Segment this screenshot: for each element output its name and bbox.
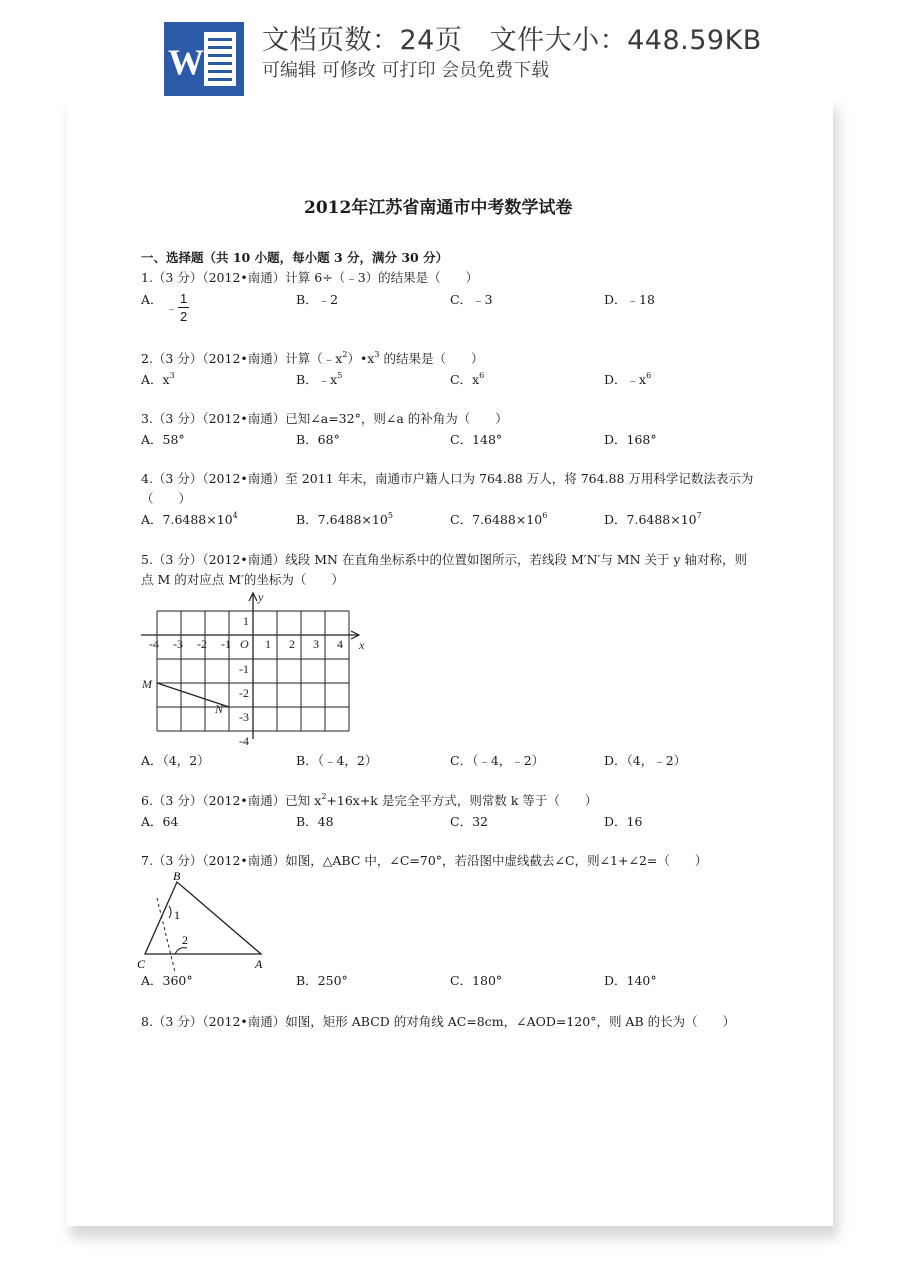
document-features: 可编辑 可修改 可打印 会员免费下载 xyxy=(262,60,550,81)
y-tick-label: -1 xyxy=(239,662,249,676)
stem-part: 的结果是（ ） xyxy=(379,351,484,366)
q2-option-a xyxy=(141,372,175,388)
svg-text:W: W xyxy=(168,42,204,82)
q7-option-a: A．360° xyxy=(141,973,193,988)
q6-option-b: B．48 xyxy=(296,814,334,829)
vertex-c-label: C xyxy=(137,957,146,971)
q6-option-a: A．64 xyxy=(141,814,179,829)
q5-option-b: B．（﹣4，2） xyxy=(296,753,378,768)
question-3-stem: 3.（3 分）（2012•南通）已知∠a=32°，则∠a 的补角为（ ） xyxy=(141,411,508,426)
document-stats: 文档页数：24页 文件大小：448.59KB xyxy=(262,25,762,56)
angle-1-label: 1 xyxy=(174,908,180,922)
point-n-label: N xyxy=(215,702,224,716)
cut-line xyxy=(157,898,175,972)
question-4-stem-continued: （ ） xyxy=(141,491,192,506)
question-4-stem: 4.（3 分）（2012•南通）至 2011 年末，南通市户籍人口为 764.88 万人，将 764.88 万用科学记数法表示为 xyxy=(141,471,754,486)
stem-part: +16x+k 是完全平方式，则常数 k 等于（ ） xyxy=(326,793,598,808)
x-tick-label: -2 xyxy=(197,637,207,651)
option-text: B．7.6488×10 xyxy=(296,512,388,527)
q1-option-a-label: A． xyxy=(141,292,163,307)
question-5-stem-continued: 点 M 的对应点 M′的坐标为（ ） xyxy=(141,572,344,587)
exponent: 3 xyxy=(169,371,175,380)
question-2-stem xyxy=(141,351,483,367)
x-axis-label: x xyxy=(359,638,365,652)
y-axis-label: y xyxy=(258,591,264,604)
vertex-a-label: A xyxy=(255,957,263,971)
q7-option-c: C．180° xyxy=(450,973,503,988)
x-tick-label: 3 xyxy=(313,637,319,651)
exponent: 6 xyxy=(479,371,485,380)
stem-part: 6.（3 分）（2012•南通）已知 x xyxy=(141,793,322,808)
triangle-abc xyxy=(145,882,261,954)
question-6-stem xyxy=(141,793,597,809)
question-5-stem: 5.（3 分）（2012•南通）线段 MN 在直角坐标系中的位置如图所示，若线段 M′N′与 MN 关于 y 轴对称，则 xyxy=(141,552,748,567)
exponent: 5 xyxy=(387,511,393,520)
fraction-numerator: 1 xyxy=(180,291,188,306)
q1-option-b: B．﹣2 xyxy=(296,292,339,307)
y-tick-label: 1 xyxy=(243,614,249,628)
x-tick-label: O xyxy=(240,637,249,651)
coordinate-grid-figure xyxy=(137,591,367,751)
q4-option-b xyxy=(296,512,393,528)
option-text: A．7.6488×10 xyxy=(141,512,233,527)
document-title: 2012年江苏省南通市中考数学试卷 xyxy=(304,198,573,218)
q3-option-d: D．168° xyxy=(604,432,657,447)
word-document-icon xyxy=(164,22,244,96)
exponent: 5 xyxy=(337,371,343,380)
option-text: D．7.6488×10 xyxy=(604,512,697,527)
x-tick-label: 1 xyxy=(265,637,271,651)
q1-option-d: D．﹣18 xyxy=(604,292,655,307)
question-1-stem: 1.（3 分）（2012•南通）计算 6÷（﹣3）的结果是（ ） xyxy=(141,270,479,285)
exponent: 6 xyxy=(646,371,652,380)
exponent: 2 xyxy=(342,350,348,359)
stem-part: ）•x xyxy=(347,351,375,366)
q4-option-c xyxy=(450,512,547,528)
triangle-figure xyxy=(137,868,277,974)
q2-option-c xyxy=(450,372,484,388)
y-tick-label: -3 xyxy=(239,710,249,724)
y-tick-label: -2 xyxy=(239,686,249,700)
q4-option-d xyxy=(604,512,702,528)
point-m-label: M xyxy=(142,677,152,691)
fraction-bar xyxy=(178,307,189,308)
q5-option-c: C．（﹣4，﹣2） xyxy=(450,753,545,768)
exponent: 6 xyxy=(542,511,548,520)
option-text: D．﹣x xyxy=(604,372,647,387)
option-text: A．x xyxy=(141,372,170,387)
q2-option-d xyxy=(604,372,651,388)
q7-option-b: B．250° xyxy=(296,973,348,988)
option-text: B．﹣x xyxy=(296,372,338,387)
question-7-stem: 7.（3 分）（2012•南通）如图，△ABC 中，∠C=70°，若沿图中虚线截去∠C，则∠1+∠2=（ ） xyxy=(141,853,708,868)
exponent: 4 xyxy=(232,511,238,520)
x-tick-label: -4 xyxy=(149,637,159,651)
exponent: 7 xyxy=(696,511,702,520)
q1-option-c: C．﹣3 xyxy=(450,292,493,307)
option-text: C．x xyxy=(450,372,480,387)
q3-option-b: B．68° xyxy=(296,432,340,447)
q5-option-a: A．（4，2） xyxy=(141,753,210,768)
x-tick-label: 4 xyxy=(337,637,343,651)
question-8-stem: 8.（3 分）（2012•南通）如图，矩形 ABCD 的对角线 AC=8cm，∠AOD=120°，则 AB 的长为（ ） xyxy=(141,1014,736,1029)
x-tick-label: -3 xyxy=(173,637,183,651)
x-tick-label: 2 xyxy=(289,637,295,651)
section-heading: 一、选择题（共 10 小题，每小题 3 分，满分 30 分） xyxy=(141,250,449,265)
exponent: 3 xyxy=(374,350,380,359)
q3-option-a: A．58° xyxy=(141,432,185,447)
q7-option-d: D．140° xyxy=(604,973,657,988)
q6-option-d: D．16 xyxy=(604,814,643,829)
y-tick-label: -4 xyxy=(239,734,249,748)
vertex-b-label: B xyxy=(173,869,181,883)
stem-part: 2.（3 分）（2012•南通）计算（﹣x xyxy=(141,351,343,366)
q3-option-c: C．148° xyxy=(450,432,503,447)
option-text: C．7.6488×10 xyxy=(450,512,543,527)
x-tick-label: -1 xyxy=(221,637,231,651)
exponent: 2 xyxy=(321,792,327,801)
fraction-denominator: 2 xyxy=(180,309,188,324)
angle-2-arc xyxy=(175,948,187,954)
q4-option-a xyxy=(141,512,238,528)
download-banner xyxy=(0,0,900,96)
angle-2-label: 2 xyxy=(182,933,188,947)
q5-option-d: D．（4，﹣2） xyxy=(604,753,687,768)
q2-option-b xyxy=(296,372,342,388)
angle-1-arc xyxy=(169,906,171,918)
q6-option-c: C．32 xyxy=(450,814,488,829)
fraction-sign: ﹣ xyxy=(166,303,177,315)
document-page xyxy=(67,96,833,1226)
